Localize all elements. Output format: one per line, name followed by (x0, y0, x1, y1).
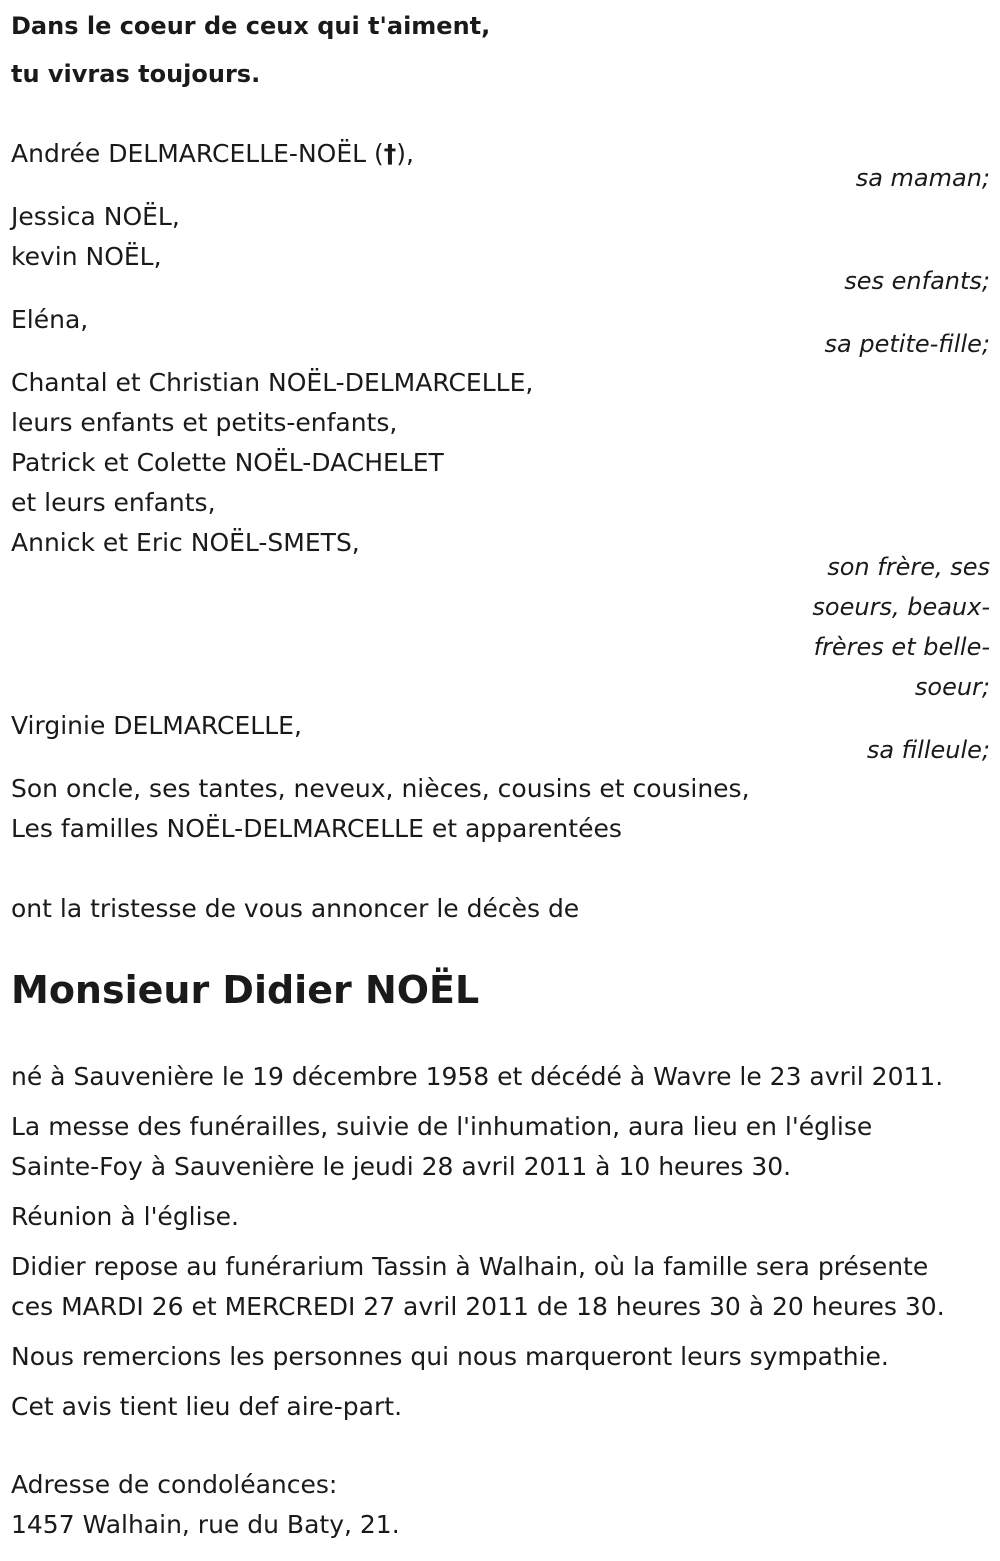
motto-line-1: Dans le coeur de ceux qui t'aiment, (11, 12, 491, 40)
address-value: 1457 Walhain, rue du Baty, 21. (11, 1510, 400, 1539)
sibling-line-1: Chantal et Christian NOËL-DELMARCELLE, (11, 368, 534, 397)
announcement: ont la tristesse de vous annoncer le décès de (11, 894, 580, 923)
visitation-line-2: ces MARDI 26 et MERCREDI 27 avril 2011 de 18 heures 30 à 20 heures 30. (11, 1292, 945, 1321)
other-family (11, 769, 750, 849)
notice-text: Cet avis tient lieu def aire-part. (11, 1392, 403, 1421)
children-entry (11, 197, 990, 301)
other-family-line-1: Son oncle, ses tantes, neveux, nièces, cousins et cousines, (11, 774, 750, 803)
goddaughter-entry (11, 706, 990, 770)
siblings-relation: son frère, ses soeurs, beaux-frères et belle-soeur; (812, 553, 990, 701)
visitation-info (11, 1247, 945, 1327)
child-name-1: Jessica NOËL, (11, 202, 180, 231)
sibling-line-2: leurs enfants et petits-enfants, (11, 408, 398, 437)
cross-icon: † (383, 139, 397, 168)
siblings-entry (11, 363, 990, 707)
granddaughter-entry (11, 300, 990, 364)
mother-suffix: ), (396, 139, 414, 168)
funeral-info (11, 1107, 945, 1187)
funeral-line-1: La messe des funérailles, suivie de l'inhumation, aura lieu en l'église (11, 1112, 873, 1141)
address-label: Adresse de condoléances: (11, 1470, 338, 1499)
granddaughter-name: Eléna, (11, 305, 89, 334)
goddaughter-name: Virginie DELMARCELLE, (11, 711, 302, 740)
children-relation: ses enfants; (844, 267, 990, 295)
sibling-line-3: Patrick et Colette NOËL-DACHELET (11, 448, 444, 477)
details (11, 1057, 945, 1427)
granddaughter-relation: sa petite-fille; (824, 330, 990, 358)
mother-relation: sa maman; (855, 164, 990, 192)
thanks-text: Nous remercions les personnes qui nous marqueront leurs sympathie. (11, 1342, 889, 1371)
mother-entry (11, 134, 990, 198)
motto (11, 6, 490, 94)
birth-death: né à Sauvenière le 19 décembre 1958 et décédé à Wavre le 23 avril 2011. (11, 1062, 944, 1091)
motto-line-2: tu vivras toujours. (11, 60, 261, 88)
deceased-name: Monsieur Didier NOËL (11, 968, 480, 1012)
mother-name: Andrée DELMARCELLE-NOËL ( (11, 139, 384, 168)
child-name-2: kevin NOËL, (11, 242, 162, 271)
meeting-info: Réunion à l'église. (11, 1202, 239, 1231)
funeral-line-2: Sainte-Foy à Sauvenière le jeudi 28 avril 2011 à 10 heures 30. (11, 1152, 792, 1181)
sibling-line-4: et leurs enfants, (11, 488, 216, 517)
visitation-line-1: Didier repose au funérarium Tassin à Walhain, où la famille sera présente (11, 1252, 929, 1281)
other-family-line-2: Les familles NOËL-DELMARCELLE et apparentées (11, 814, 622, 843)
sibling-line-5: Annick et Eric NOËL-SMETS, (11, 528, 360, 557)
condolence-address (11, 1465, 400, 1545)
goddaughter-relation: sa filleule; (866, 736, 990, 764)
